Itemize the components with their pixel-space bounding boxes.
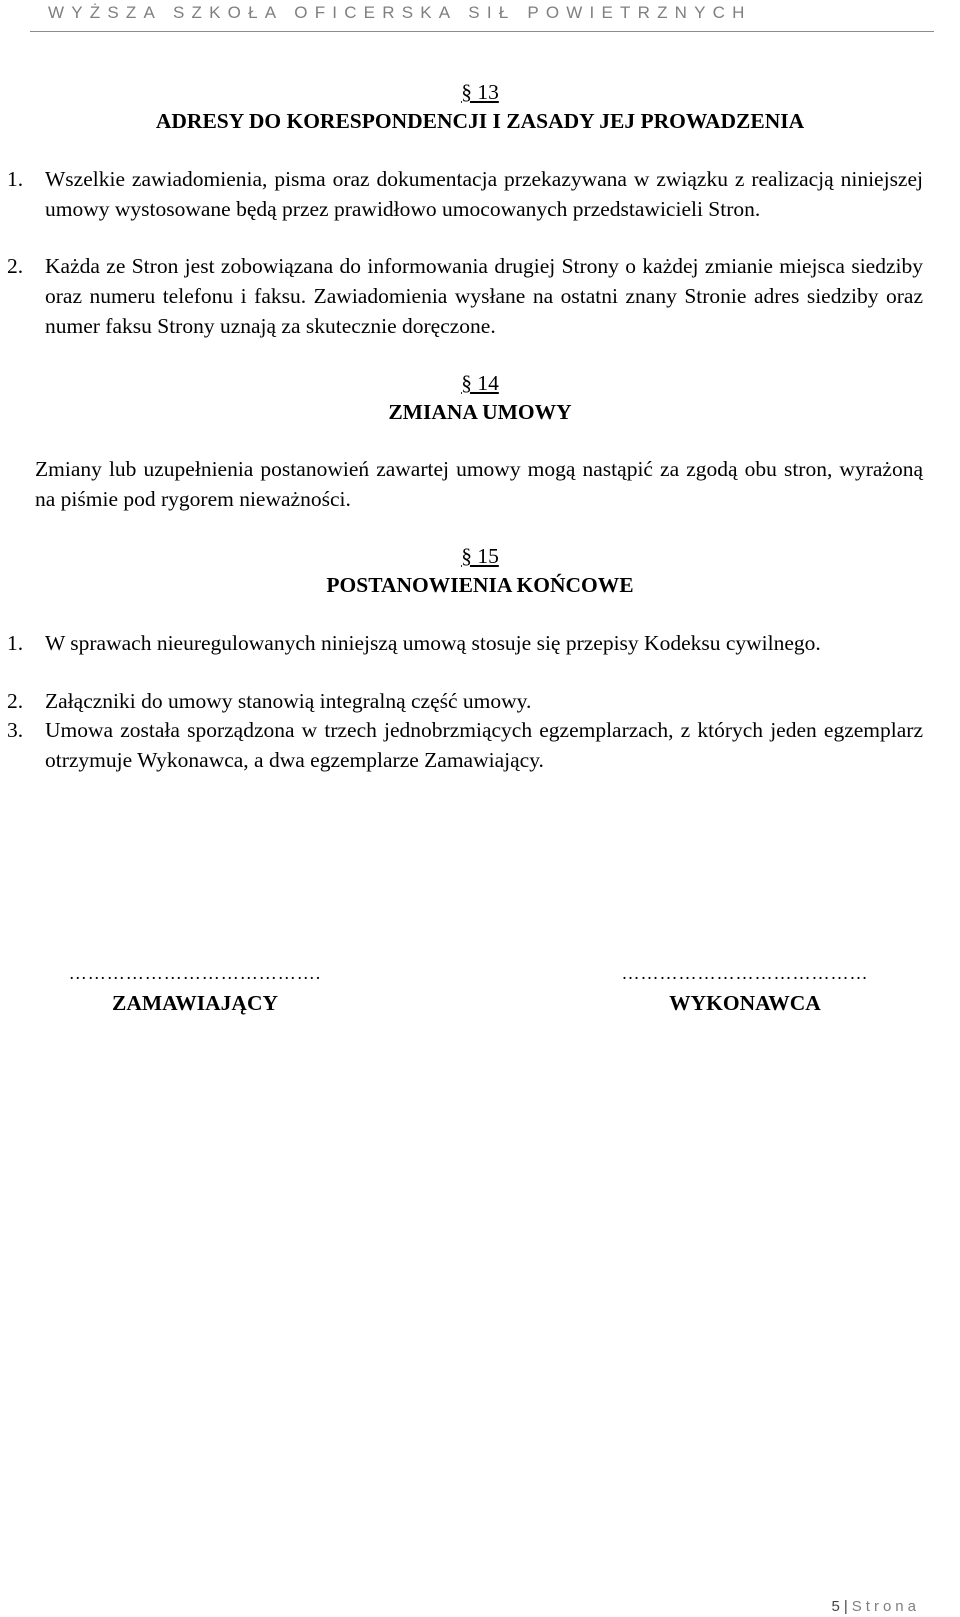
section-14-num-text: § 14: [461, 371, 499, 395]
section-13-num-text: § 13: [461, 80, 499, 104]
item-text: Każda ze Stron jest zobowiązana do informowania drugiej Strony o każdej zmianie miejsca siedziby oraz numeru telefonu i faksu. Zawiadomienia wysłane na ostatni znany Stronie adres siedziby oraz numer faksu Strony uznają za skutecznie doręczone.: [45, 254, 923, 338]
page-footer: [832, 1598, 920, 1615]
signature-line: …………………………………: [621, 963, 869, 983]
item-text: Załączniki do umowy stanowią integralną część umowy.: [45, 689, 532, 713]
signature-zamawiajacy: [35, 958, 355, 1018]
signature-line: ………………………………….: [68, 963, 322, 983]
header-rule: [30, 31, 934, 32]
item-number: 3.: [7, 718, 24, 742]
section-15-title: POSTANOWIENIA KOŃCOWE: [326, 573, 634, 597]
item-number: 2.: [7, 254, 24, 278]
section-13-title: ADRESY DO KORESPONDENCJI I ZASADY JEJ PROWADZENIA: [155, 109, 805, 133]
section-14-title: ZMIANA UMOWY: [388, 400, 572, 424]
page-word: Strona: [851, 1598, 920, 1615]
page-number: 5: [831, 1598, 840, 1615]
signature-wykonawca: [585, 958, 905, 1018]
section-15-num-text: § 15: [461, 544, 499, 568]
item-number: 1.: [7, 631, 24, 655]
signature-role: ZAMAWIAJĄCY: [111, 991, 279, 1015]
item-text: Wszelkie zawiadomienia, pisma oraz dokumentacja przekazywana w związku z realizacją niniejszej umowy wystosowane będą przez prawidłowo umocowanych przedstawicieli Stron.: [45, 167, 923, 221]
signature-role: WYKONAWCA: [669, 991, 821, 1015]
section-13-number: [0, 77, 960, 107]
section-14-number: [0, 368, 960, 398]
document-header: WYŻSZA SZKOŁA OFICERSKA SIŁ POWIETRZNYCH: [48, 3, 752, 22]
footer-separator: |: [843, 1598, 848, 1615]
section-14-text: Zmiany lub uzupełnienia postanowień zawartej umowy mogą nastąpić za zgodą obu stron, wyrażoną na piśmie pod rygorem nieważności.: [35, 457, 923, 511]
item-text: Umowa została sporządzona w trzech jednobrzmiących egzemplarzach, z których jeden egzemplarz otrzymuje Wykonawca, a dwa egzemplarze Zamawiający.: [45, 718, 923, 772]
item-number: 1.: [7, 167, 24, 191]
item-text: W sprawach nieuregulowanych niniejszą umową stosuje się przepisy Kodeksu cywilnego.: [45, 631, 821, 655]
item-number: 2.: [7, 689, 24, 713]
section-15-number: [0, 541, 960, 571]
